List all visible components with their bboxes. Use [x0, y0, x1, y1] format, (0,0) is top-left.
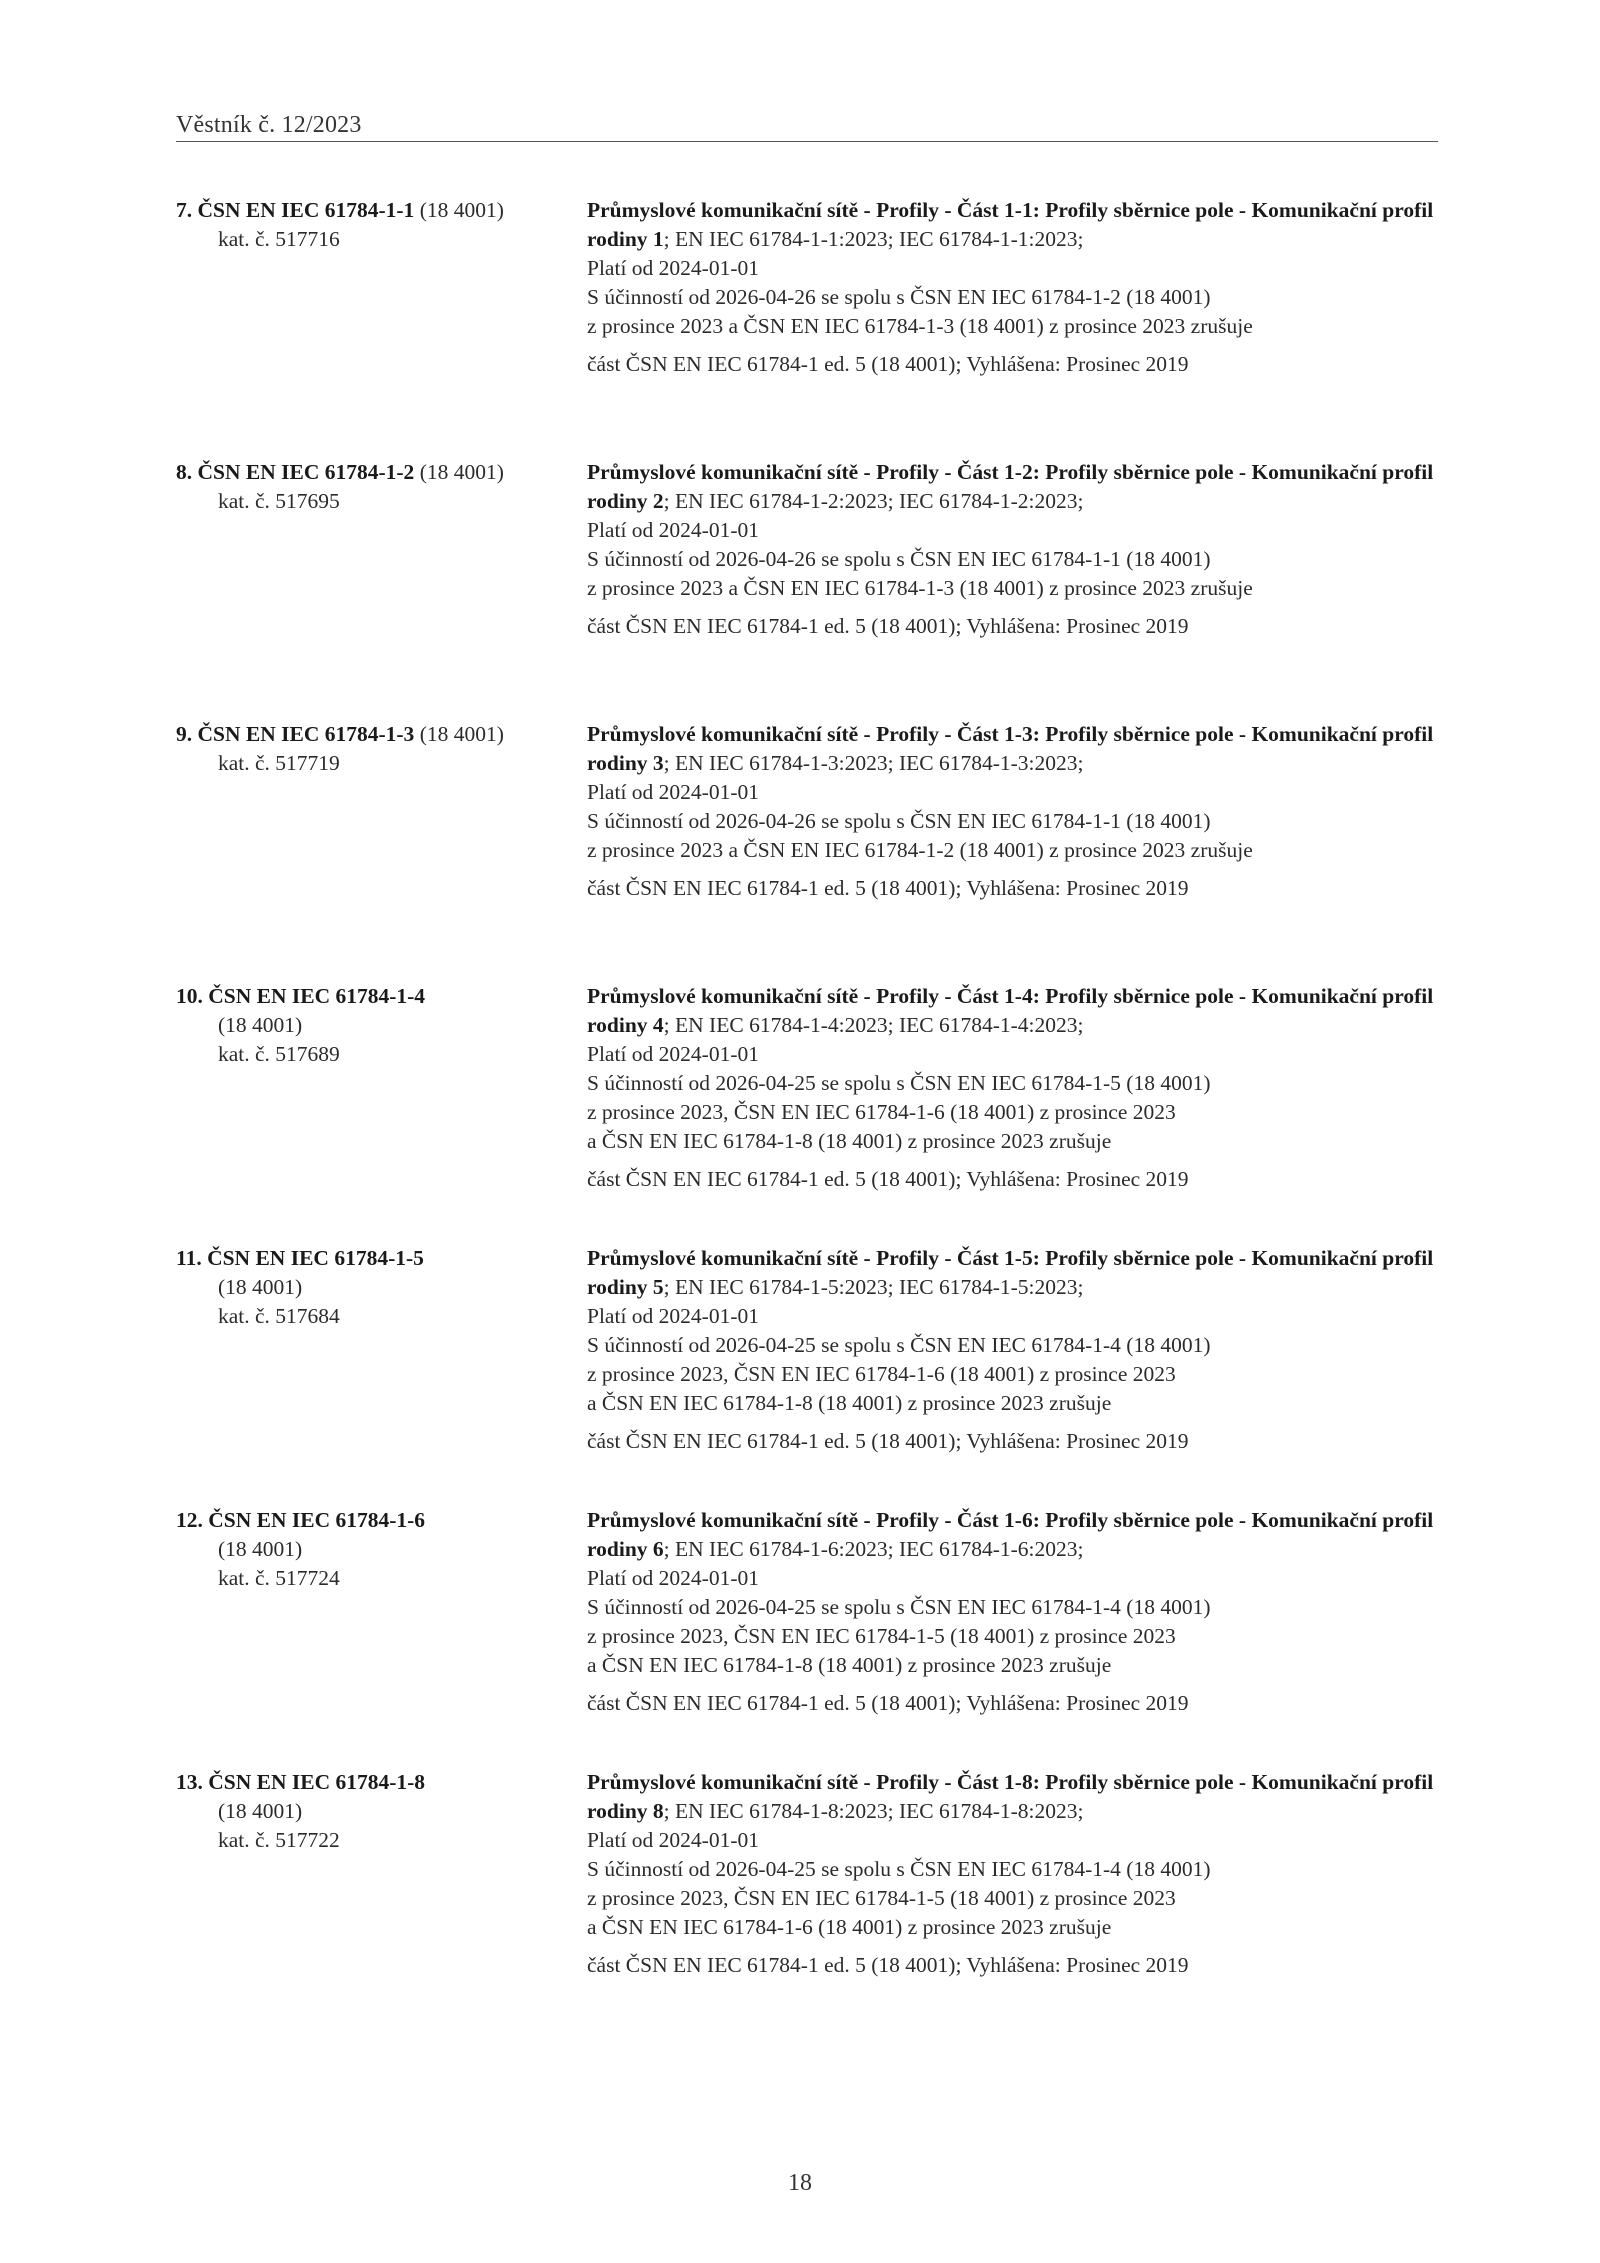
standard-code: ČSN EN IEC 61784-1-1	[197, 198, 415, 222]
standard-references: ; EN IEC 61784-1-8:2023; IEC 61784-1-8:2023;	[663, 1799, 1084, 1823]
standard-title: Průmyslové komunikační sítě - Profily - Část 1-5: Profily sběrnice pole - Komunikační profil rodiny 5	[587, 1246, 1434, 1299]
standard-identifier	[176, 982, 587, 1244]
standard-identifier	[176, 1506, 587, 1768]
standard-title: Průmyslové komunikační sítě - Profily - Část 1-4: Profily sběrnice pole - Komunikační profil rodiny 4	[587, 984, 1434, 1037]
repealed-standard: část ČSN EN IEC 61784-1 ed. 5 (18 4001); Vyhlášena: Prosinec 2019	[587, 1167, 1189, 1191]
effective-note-line: z prosince 2023 a ČSN EN IEC 61784-1-3 (18 4001) z prosince 2023 zrušuje	[587, 314, 1253, 338]
repealed-standard: část ČSN EN IEC 61784-1 ed. 5 (18 4001); Vyhlášena: Prosinec 2019	[587, 1429, 1189, 1453]
standard-entry	[176, 720, 1438, 982]
standard-title: Průmyslové komunikační sítě - Profily - Část 1-8: Profily sběrnice pole - Komunikační profil rodiny 8	[587, 1770, 1434, 1823]
effective-note-line: a ČSN EN IEC 61784-1-8 (18 4001) z prosince 2023 zrušuje	[587, 1129, 1112, 1153]
effective-note-line: z prosince 2023, ČSN EN IEC 61784-1-5 (18 4001) z prosince 2023	[587, 1886, 1176, 1910]
repealed-standard: část ČSN EN IEC 61784-1 ed. 5 (18 4001); Vyhlášena: Prosinec 2019	[587, 352, 1189, 376]
catalog-number: kat. č. 517684	[218, 1304, 340, 1328]
standard-code: ČSN EN IEC 61784-1-2	[197, 460, 415, 484]
catalog-number: kat. č. 517695	[218, 489, 340, 513]
standard-code: ČSN EN IEC 61784-1-6	[208, 1508, 426, 1532]
standard-code: ČSN EN IEC 61784-1-8	[208, 1770, 426, 1794]
effective-note-line: S účinností od 2026-04-26 se spolu s ČSN EN IEC 61784-1-1 (18 4001)	[587, 547, 1211, 571]
catalog-number: kat. č. 517724	[218, 1566, 340, 1590]
entry-number: 7.	[176, 198, 193, 222]
repealed-standard: část ČSN EN IEC 61784-1 ed. 5 (18 4001); Vyhlášena: Prosinec 2019	[587, 1691, 1189, 1715]
standard-code: ČSN EN IEC 61784-1-5	[207, 1246, 424, 1270]
catalog-number: kat. č. 517719	[218, 751, 340, 775]
classification-code: (18 4001)	[419, 198, 504, 222]
standard-details	[587, 196, 1438, 458]
standard-identifier	[176, 196, 587, 458]
standard-entry	[176, 1768, 1438, 2030]
valid-from: Platí od 2024-01-01	[587, 1042, 759, 1066]
classification-code: (18 4001)	[419, 722, 504, 746]
effective-note-line: a ČSN EN IEC 61784-1-8 (18 4001) z prosince 2023 zrušuje	[587, 1391, 1112, 1415]
entry-number: 13.	[176, 1770, 203, 1794]
standard-references: ; EN IEC 61784-1-4:2023; IEC 61784-1-4:2023;	[663, 1013, 1084, 1037]
classification-code: (18 4001)	[419, 460, 504, 484]
classification-code: (18 4001)	[218, 1275, 303, 1299]
repealed-standard: část ČSN EN IEC 61784-1 ed. 5 (18 4001); Vyhlášena: Prosinec 2019	[587, 614, 1189, 638]
effective-note-line: S účinností od 2026-04-25 se spolu s ČSN EN IEC 61784-1-4 (18 4001)	[587, 1857, 1211, 1881]
effective-note-line: S účinností od 2026-04-25 se spolu s ČSN EN IEC 61784-1-5 (18 4001)	[587, 1071, 1211, 1095]
standard-title: Průmyslové komunikační sítě - Profily - Část 1-3: Profily sběrnice pole - Komunikační profil rodiny 3	[587, 722, 1434, 775]
standard-references: ; EN IEC 61784-1-3:2023; IEC 61784-1-3:2023;	[663, 751, 1084, 775]
standard-references: ; EN IEC 61784-1-5:2023; IEC 61784-1-5:2023;	[663, 1275, 1084, 1299]
standards-list	[176, 196, 1438, 2030]
standard-details	[587, 1244, 1438, 1506]
standard-title: Průmyslové komunikační sítě - Profily - Část 1-6: Profily sběrnice pole - Komunikační profil rodiny 6	[587, 1508, 1434, 1561]
entry-number: 8.	[176, 460, 193, 484]
standard-details	[587, 1506, 1438, 1768]
standard-title: Průmyslové komunikační sítě - Profily - Část 1-2: Profily sběrnice pole - Komunikační profil rodiny 2	[587, 460, 1434, 513]
entry-number: 9.	[176, 722, 193, 746]
page-number: 18	[788, 2170, 812, 2196]
effective-note-line: z prosince 2023, ČSN EN IEC 61784-1-6 (18 4001) z prosince 2023	[587, 1100, 1176, 1124]
classification-code: (18 4001)	[218, 1013, 303, 1037]
standard-entry	[176, 1506, 1438, 1768]
journal-title: Věstník č. 12/2023	[176, 112, 362, 138]
standard-identifier	[176, 1244, 587, 1506]
standard-title: Průmyslové komunikační sítě - Profily - Část 1-1: Profily sběrnice pole - Komunikační profil rodiny 1	[587, 198, 1434, 251]
catalog-number: kat. č. 517722	[218, 1828, 340, 1852]
effective-note-line: z prosince 2023, ČSN EN IEC 61784-1-6 (18 4001) z prosince 2023	[587, 1362, 1176, 1386]
standard-entry	[176, 1244, 1438, 1506]
catalog-number: kat. č. 517716	[218, 227, 340, 251]
classification-code: (18 4001)	[218, 1799, 303, 1823]
effective-note-line: z prosince 2023, ČSN EN IEC 61784-1-5 (18 4001) z prosince 2023	[587, 1624, 1176, 1648]
entry-number: 11.	[176, 1246, 202, 1270]
effective-note-line: S účinností od 2026-04-25 se spolu s ČSN EN IEC 61784-1-4 (18 4001)	[587, 1333, 1211, 1357]
standard-references: ; EN IEC 61784-1-6:2023; IEC 61784-1-6:2023;	[663, 1537, 1084, 1561]
page-header	[176, 112, 1438, 142]
standard-references: ; EN IEC 61784-1-2:2023; IEC 61784-1-2:2023;	[663, 489, 1084, 513]
standard-details	[587, 720, 1438, 982]
effective-note-line: a ČSN EN IEC 61784-1-6 (18 4001) z prosince 2023 zrušuje	[587, 1915, 1112, 1939]
standard-details	[587, 982, 1438, 1244]
standard-entry	[176, 458, 1438, 720]
valid-from: Platí od 2024-01-01	[587, 1828, 759, 1852]
valid-from: Platí od 2024-01-01	[587, 518, 759, 542]
effective-note-line: S účinností od 2026-04-26 se spolu s ČSN EN IEC 61784-1-1 (18 4001)	[587, 809, 1211, 833]
standard-entry	[176, 982, 1438, 1244]
valid-from: Platí od 2024-01-01	[587, 780, 759, 804]
standard-references: ; EN IEC 61784-1-1:2023; IEC 61784-1-1:2023;	[663, 227, 1084, 251]
standard-identifier	[176, 1768, 587, 2030]
standard-details	[587, 1768, 1438, 2030]
entry-number: 10.	[176, 984, 203, 1008]
catalog-number: kat. č. 517689	[218, 1042, 340, 1066]
valid-from: Platí od 2024-01-01	[587, 256, 759, 280]
standard-identifier	[176, 720, 587, 982]
standard-code: ČSN EN IEC 61784-1-4	[208, 984, 426, 1008]
standard-entry	[176, 196, 1438, 458]
standard-code: ČSN EN IEC 61784-1-3	[197, 722, 415, 746]
repealed-standard: část ČSN EN IEC 61784-1 ed. 5 (18 4001); Vyhlášena: Prosinec 2019	[587, 876, 1189, 900]
effective-note-line: z prosince 2023 a ČSN EN IEC 61784-1-3 (18 4001) z prosince 2023 zrušuje	[587, 576, 1253, 600]
effective-note-line: a ČSN EN IEC 61784-1-8 (18 4001) z prosince 2023 zrušuje	[587, 1653, 1112, 1677]
standard-identifier	[176, 458, 587, 720]
entry-number: 12.	[176, 1508, 203, 1532]
classification-code: (18 4001)	[218, 1537, 303, 1561]
effective-note-line: S účinností od 2026-04-26 se spolu s ČSN EN IEC 61784-1-2 (18 4001)	[587, 285, 1211, 309]
repealed-standard: část ČSN EN IEC 61784-1 ed. 5 (18 4001); Vyhlášena: Prosinec 2019	[587, 1953, 1189, 1977]
effective-note-line: S účinností od 2026-04-25 se spolu s ČSN EN IEC 61784-1-4 (18 4001)	[587, 1595, 1211, 1619]
standard-details	[587, 458, 1438, 720]
valid-from: Platí od 2024-01-01	[587, 1566, 759, 1590]
effective-note-line: z prosince 2023 a ČSN EN IEC 61784-1-2 (18 4001) z prosince 2023 zrušuje	[587, 838, 1253, 862]
valid-from: Platí od 2024-01-01	[587, 1304, 759, 1328]
